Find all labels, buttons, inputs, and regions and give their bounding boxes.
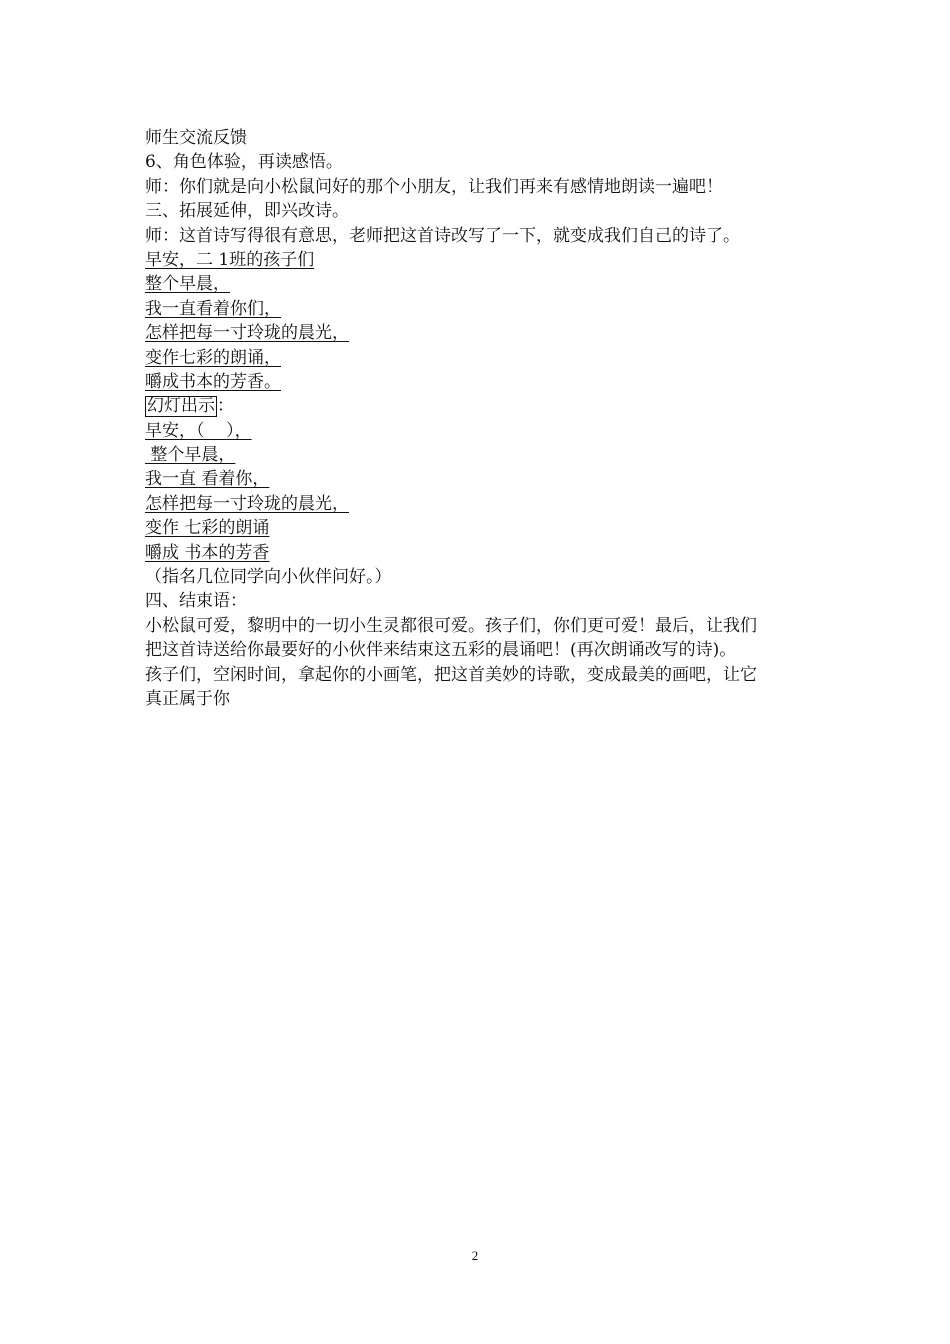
poem-slide-line: 变作 七彩的朗诵 xyxy=(145,518,270,539)
slide-label: 幻灯出示 xyxy=(147,396,215,417)
section-heading: 四、结束语： xyxy=(145,591,247,612)
poem-slide-line: 我一直 看着你， xyxy=(145,469,270,490)
closing-line: 把这首诗送给你最要好的小伙伴来结束这五彩的晨诵吧！(再次朗诵改写的诗)。 xyxy=(145,640,737,661)
poem-slide-line: 整个早晨， xyxy=(145,445,236,466)
poem-line: 早安，二 1班的孩子们 xyxy=(145,249,315,270)
closing-paragraph xyxy=(145,614,825,712)
page-number: 2 xyxy=(471,1248,479,1263)
closing-line: 孩子们，空闲时间，拿起你的小画笔，把这首美妙的诗歌，变成最美的画吧，让它 xyxy=(145,664,757,685)
poem-slide xyxy=(145,419,825,565)
instruction-line: （指名几位同学向小伙伴问好。） xyxy=(145,567,392,588)
poem-line: 我一直看着你们， xyxy=(145,298,281,319)
poem-slide-line: 嚼成 书本的芳香 xyxy=(145,542,270,563)
document-body xyxy=(145,126,825,711)
poem-line: 整个早晨， xyxy=(145,274,230,295)
poem-line: 嚼成书本的芳香。 xyxy=(145,371,281,392)
closing-line: 真正属于你 xyxy=(145,689,230,710)
closing-line: 小松鼠可爱，黎明中的一切小生灵都很可爱。孩子们，你们更可爱！最后，让我们 xyxy=(145,615,757,636)
step-heading: 6、角色体验，再读感悟。 xyxy=(145,152,343,173)
poem-slide-line: 怎样把每一寸玲珑的晨光， xyxy=(145,493,349,514)
poem-line: 怎样把每一寸玲珑的晨光， xyxy=(145,323,349,344)
slide-label-suffix: ： xyxy=(217,396,234,417)
text-line: 师生交流反馈 xyxy=(145,128,247,148)
slide-label-line xyxy=(145,394,825,418)
teacher-line: 师：这首诗写得很有意思，老师把这首诗改写了一下，就变成我们自己的诗了。 xyxy=(145,225,740,246)
section-heading: 三、拓展延伸，即兴改诗。 xyxy=(145,201,349,222)
teacher-line: 师：你们就是向小松鼠问好的那个小朋友，让我们再来有感情地朗读一遍吧！ xyxy=(145,176,723,197)
poem-line: 变作七彩的朗诵， xyxy=(145,347,281,368)
poem-original xyxy=(145,248,825,394)
poem-slide-line: 早安，（ ）， xyxy=(145,420,252,441)
